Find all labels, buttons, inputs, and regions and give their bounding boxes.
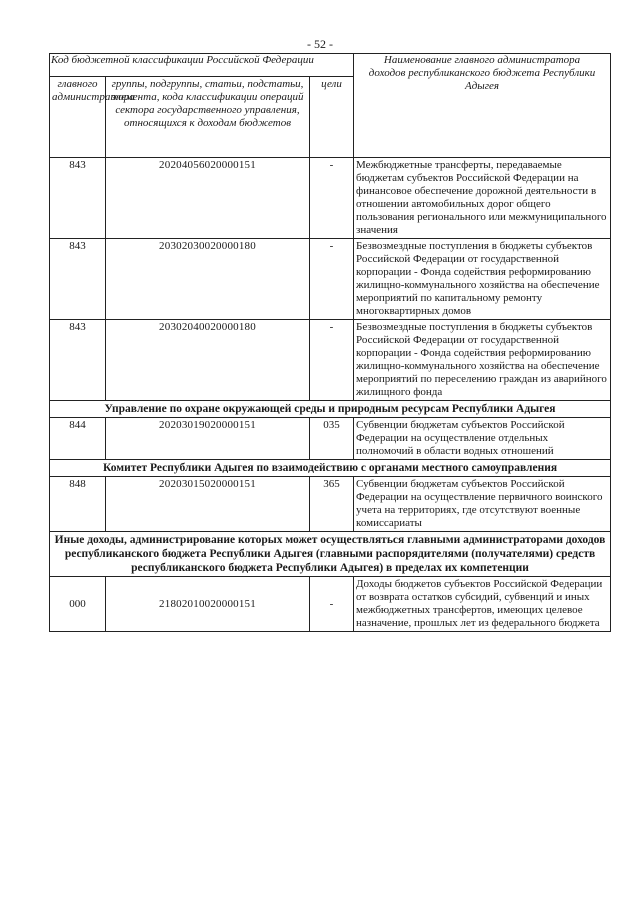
header-groups-column: группы, подгруппы, статьи, подстатьи, элемента, кода классификации операций сектора государственного управления, относящихся к доходам бюджетов — [106, 77, 310, 158]
section-title-other-income: Иные доходы, администрирование которых может осуществляться главными администраторами доходов республиканского бюджета Республики Адыгея (главными распорядителями (получателями) средств республиканского бюджета Республики Адыгея) в пределах их компетенции — [50, 532, 611, 577]
table-row — [50, 477, 611, 532]
table-row — [50, 418, 611, 460]
target-code-cell: 365 — [310, 477, 354, 532]
page-number: - 52 - — [307, 37, 333, 51]
header-admin-column: главного администратора — [50, 77, 106, 158]
admin-code-cell: 843 — [50, 239, 106, 320]
target-code-cell: - — [310, 239, 354, 320]
classification-code-cell: 20302040020000180 — [106, 320, 310, 401]
classification-code-cell: 20203019020000151 — [106, 418, 310, 460]
income-name-cell: Безвозмездные поступления в бюджеты субъектов Российской Федерации от государственной корпорации - Фонда содействия реформированию жилищно-коммунального хозяйства на обеспечение мероприятий по капитальному ремонту многоквартирных домов — [354, 239, 611, 320]
budget-classification-table — [49, 53, 611, 632]
section-row — [50, 532, 611, 577]
header-group-title: Код бюджетной классификации Российской Федерации — [50, 54, 354, 77]
admin-code-cell: 843 — [50, 320, 106, 401]
table-row — [50, 158, 611, 239]
target-code-cell: - — [310, 158, 354, 239]
table-row — [50, 239, 611, 320]
header-row-top — [50, 54, 611, 77]
header-name-column: Наименование главного администратора доходов республиканского бюджета Республики Адыгея — [354, 54, 611, 158]
income-name-cell: Межбюджетные трансферты, передаваемые бюджетам субъектов Российской Федерации на финансовое обеспечение дорожной деятельности в отношении автомобильных дорог общего пользования регионального или межмуниципального значения — [354, 158, 611, 239]
section-row — [50, 401, 611, 418]
classification-code-cell: 20203015020000151 — [106, 477, 310, 532]
income-name-cell: Субвенции бюджетам субъектов Российской Федерации на осуществление отдельных полномочий в области водных отношений — [354, 418, 611, 460]
table-row — [50, 577, 611, 632]
target-code-cell: - — [310, 577, 354, 632]
admin-code-cell: 848 — [50, 477, 106, 532]
section-title-environment: Управление по охране окружающей среды и природным ресурсам Республики Адыгея — [50, 401, 611, 418]
income-name-cell: Субвенции бюджетам субъектов Российской Федерации на осуществление первичного воинского учета на территориях, где отсутствуют военные комиссариаты — [354, 477, 611, 532]
target-code-cell: 035 — [310, 418, 354, 460]
section-title-local-government: Комитет Республики Адыгея по взаимодействию с органами местного самоуправления — [50, 460, 611, 477]
admin-code-cell: 000 — [50, 577, 106, 632]
admin-code-cell: 844 — [50, 418, 106, 460]
classification-code-cell: 20204056020000151 — [106, 158, 310, 239]
income-name-cell: Безвозмездные поступления в бюджеты субъектов Российской Федерации от государственной корпорации - Фонда содействия реформированию жилищно-коммунального хозяйства на обеспечение мероприятий по переселению граждан из аварийного жилищного фонда — [354, 320, 611, 401]
target-code-cell: - — [310, 320, 354, 401]
classification-code-cell: 21802010020000151 — [106, 577, 310, 632]
section-row — [50, 460, 611, 477]
table-row — [50, 320, 611, 401]
header-target-column: цели — [310, 77, 354, 158]
admin-code-cell: 843 — [50, 158, 106, 239]
income-name-cell: Доходы бюджетов субъектов Российской Федерации от возврата остатков субсидий, субвенций и иных межбюджетных трансфертов, имеющих целевое назначение, прошлых лет из федерального бюджета — [354, 577, 611, 632]
classification-code-cell: 20302030020000180 — [106, 239, 310, 320]
